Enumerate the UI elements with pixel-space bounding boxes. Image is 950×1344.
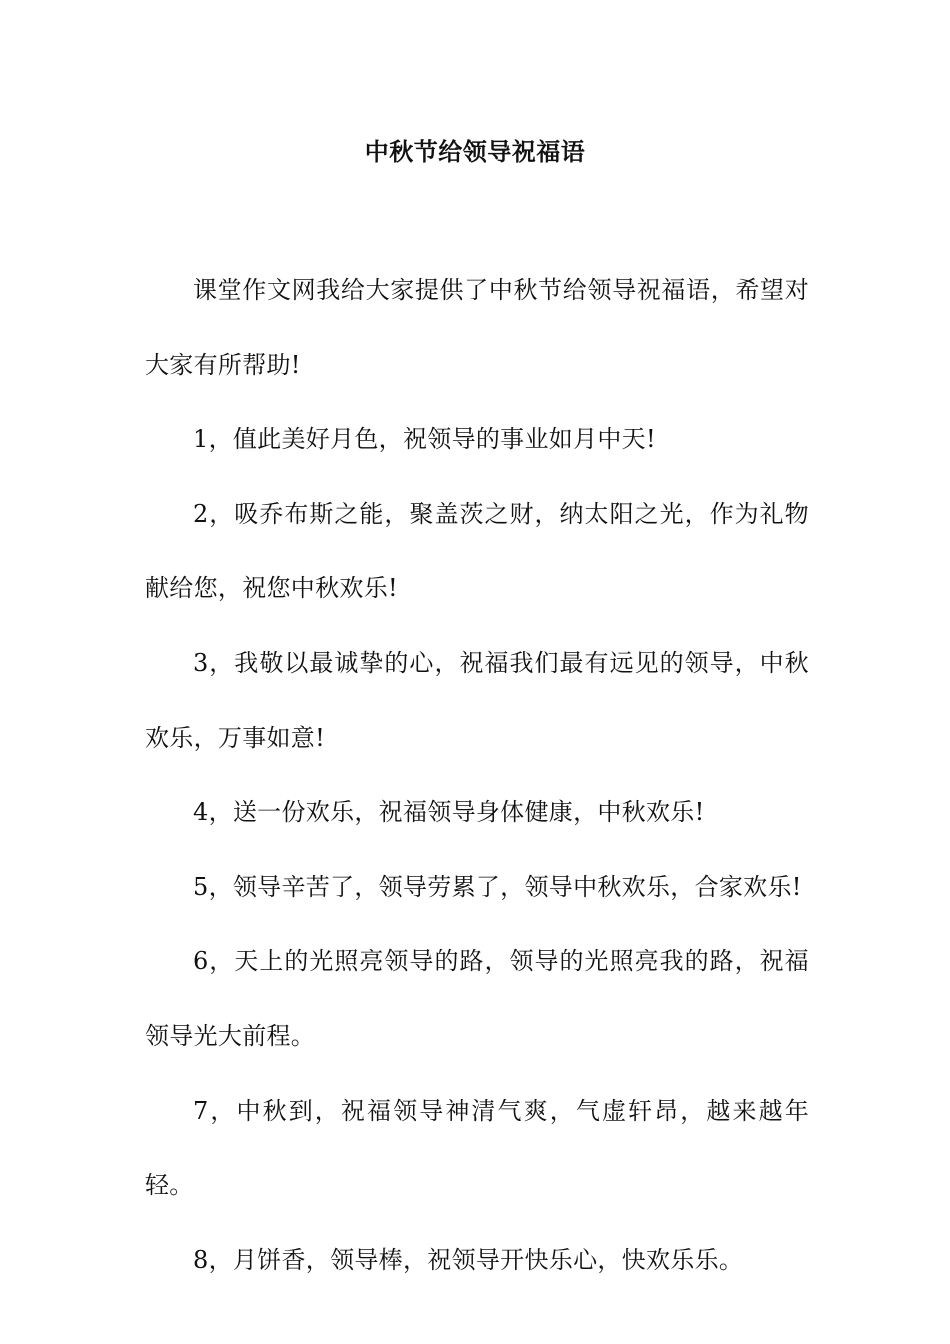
- paragraph-item-7: 7，中秋到，祝福领导神清气爽，气虚轩昂，越来越年轻。: [145, 1096, 809, 1200]
- document-body: [145, 253, 809, 1297]
- paragraph-item-2: 2，吸乔布斯之能，聚盖茨之财，纳太阳之光，作为礼物献给您，祝您中秋欢乐!: [145, 499, 809, 603]
- paragraph-intro: 课堂作文网我给大家提供了中秋节给领导祝福语，希望对大家有所帮助!: [145, 276, 809, 379]
- paragraph-item-5: 5，领导辛苦了，领导劳累了，领导中秋欢乐，合家欢乐!: [193, 872, 802, 901]
- document-title: 中秋节给领导祝福语: [364, 137, 586, 166]
- paragraph-item-1: 1，值此美好月色，祝领导的事业如月中天!: [193, 425, 656, 454]
- paragraph-item-3: 3，我敬以最诚挚的心，祝福我们最有远见的领导，中秋欢乐，万事如意!: [145, 648, 809, 752]
- paragraph-item-8: 8，月饼香，领导棒，祝领导开快乐心，快欢乐乐。: [193, 1245, 744, 1274]
- paragraph-item-6: 6，天上的光照亮领导的路，领导的光照亮我的路，祝福领导光大前程。: [145, 947, 809, 1050]
- paragraph-item-4: 4，送一份欢乐，祝福领导身体健康，中秋欢乐!: [193, 798, 705, 827]
